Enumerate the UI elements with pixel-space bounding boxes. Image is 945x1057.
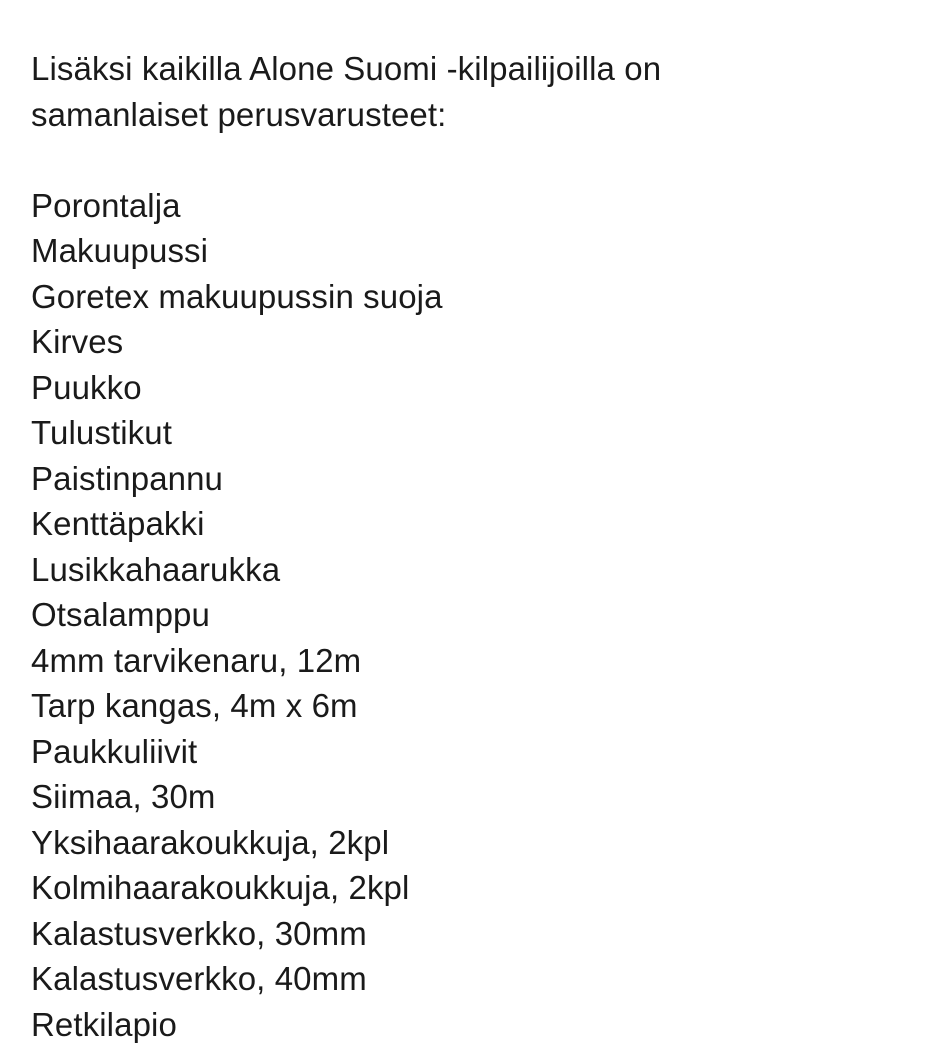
- list-item: Porontalja: [31, 186, 181, 224]
- intro-line: Lisäksi kaikilla Alone Suomi -kilpailijoilla on: [31, 50, 662, 87]
- list-item: Makuupussi: [31, 232, 209, 269]
- list-item: Kolmihaarakoukkuja, 2kpl: [31, 869, 410, 906]
- list-item: Goretex makuupussin suoja: [31, 277, 443, 315]
- list-item: Kenttäpakki: [31, 505, 205, 542]
- list-item: Siimaa, 30m: [31, 778, 216, 815]
- list-item: Tulustikut: [31, 414, 172, 451]
- list-item: Retkilapio: [31, 1005, 177, 1043]
- list-item: Tarp kangas, 4m x 6m: [31, 687, 358, 724]
- list-item: Kalastusverkko, 30mm: [31, 914, 367, 952]
- list-item: Kalastusverkko, 40mm: [31, 960, 367, 997]
- list-item: Otsalamppu: [31, 596, 210, 633]
- list-item: Paukkuliivit: [31, 732, 198, 770]
- list-item: Lusikkahaarukka: [31, 550, 281, 588]
- equipment-list: [31, 183, 945, 1048]
- list-item: Yksihaarakoukkuja, 2kpl: [31, 823, 390, 861]
- intro-line: samanlaiset perusvarusteet:: [31, 95, 447, 133]
- list-item: Kirves: [31, 323, 124, 360]
- list-item: Paistinpannu: [31, 459, 224, 497]
- post-intro: [31, 46, 945, 137]
- list-item: 4mm tarvikenaru, 12m: [31, 641, 362, 679]
- list-item: Puukko: [31, 368, 142, 406]
- paragraph-gap: [31, 137, 945, 183]
